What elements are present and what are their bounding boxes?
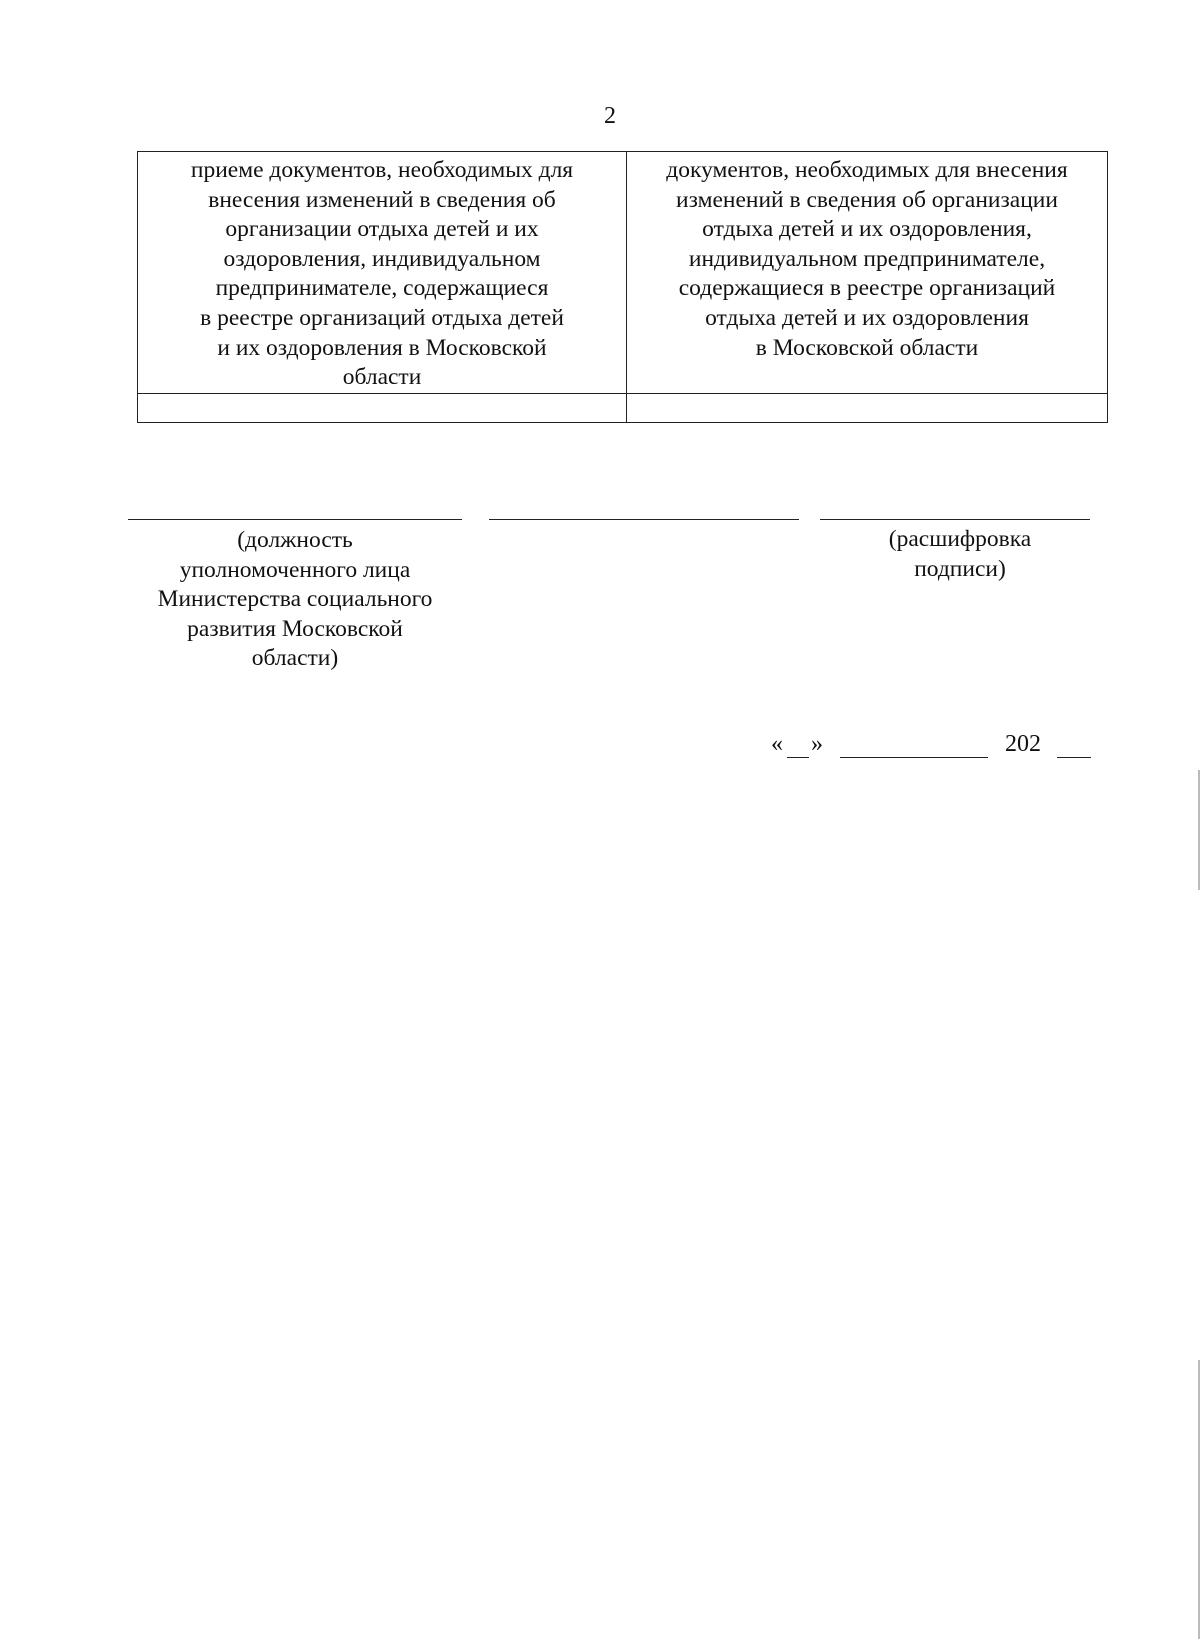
table-cell-right xyxy=(627,152,1108,394)
decoding-caption: (расшифровка подписи) xyxy=(888,526,1032,582)
table-cell-left xyxy=(138,152,627,394)
year-blank xyxy=(1057,757,1091,758)
table-row xyxy=(138,152,1108,394)
table-row-empty xyxy=(138,393,1108,422)
date-close-quote: » xyxy=(811,731,823,757)
decoding-signature-line xyxy=(820,519,1090,520)
document-table xyxy=(137,151,1108,423)
date-line xyxy=(760,729,1100,763)
page-number: 2 xyxy=(604,103,616,129)
day-blank xyxy=(787,757,809,758)
table-cell-empty-right xyxy=(627,393,1108,422)
table-cell-text: документов, необходимых для внесения изменений в сведения об организации отдыха детей и их оздоровления, индивидуальном предпринимателе, содержащиеся в реестре организаций отдыха детей и их оздоровления в Московской области xyxy=(666,157,1068,361)
table-cell-text: приеме документов, необходимых для внесения изменений в сведения об организации отдыха детей и их оздоровления, индивидуальном предпринимателе, содержащиеся в реестре организаций отдыха детей и их оздоровления в Московской области xyxy=(190,157,574,391)
signature-line xyxy=(489,519,799,520)
date-open-quote: « xyxy=(771,731,783,757)
table-cell-empty-left xyxy=(138,393,627,422)
month-blank xyxy=(840,757,988,758)
year-prefix: 202 xyxy=(1005,731,1041,757)
position-caption: (должность уполномоченного лица Министерства социального развития Московской области) xyxy=(157,527,433,671)
position-signature-line xyxy=(128,519,462,520)
